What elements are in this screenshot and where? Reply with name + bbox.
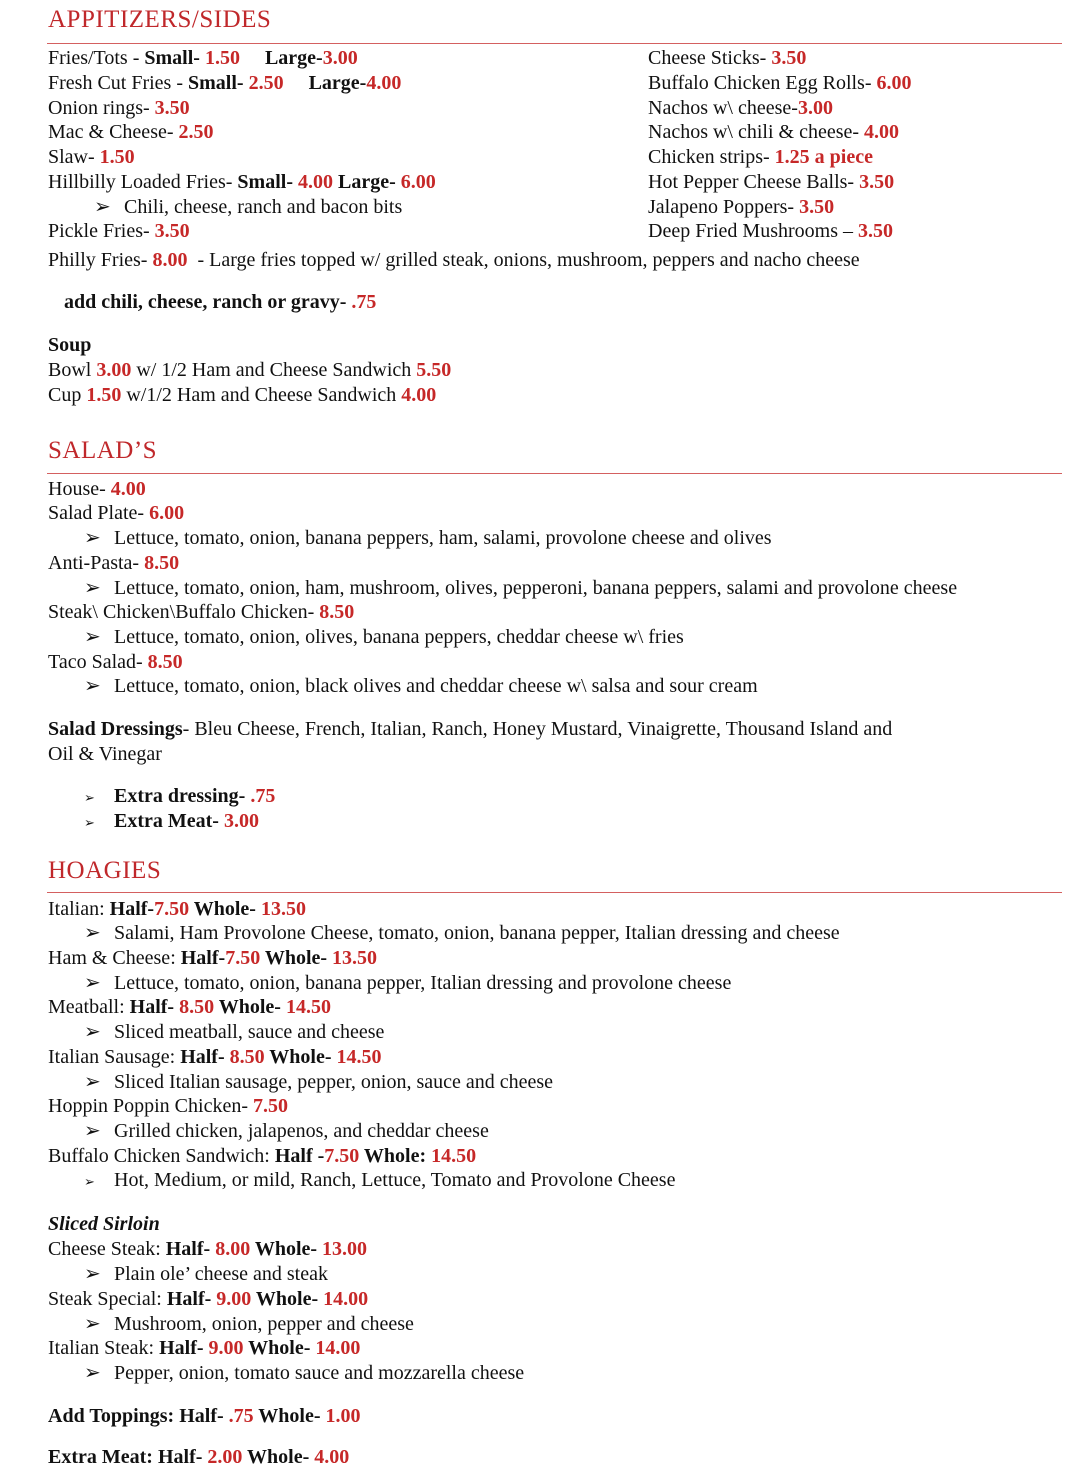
- menu-text: Extra dressing-: [114, 785, 251, 807]
- price: 14.00: [315, 1337, 361, 1359]
- appetizers-menu-line: [48, 358, 451, 382]
- hoagies-menu-line: [84, 1119, 489, 1143]
- menu-text: Small-: [188, 72, 249, 94]
- arrow-bullet-icon: ➢: [84, 972, 101, 994]
- menu-text: Meatball:: [48, 996, 130, 1018]
- salads-menu-line: [84, 674, 758, 698]
- menu-text: Whole-: [242, 1446, 315, 1468]
- appetizers-menu-line: [648, 195, 834, 219]
- appetizers-menu-line: [648, 120, 899, 144]
- price: 8.00: [152, 249, 188, 271]
- menu-text: Chicken strips-: [648, 146, 775, 168]
- menu-text: Steak Special:: [48, 1288, 167, 1310]
- price: 7.50: [253, 1095, 288, 1117]
- menu-text: w/1/2 Ham and Cheese Sandwich: [121, 384, 402, 406]
- salads-menu-line: [48, 551, 179, 575]
- menu-text: Half-: [180, 947, 226, 969]
- salads-menu-line: [48, 501, 184, 525]
- menu-text: Half-: [180, 1046, 230, 1068]
- price: 7.50: [324, 1145, 360, 1167]
- appetizers-menu-line: [48, 120, 214, 144]
- price: 1.50: [99, 146, 135, 168]
- arrow-bullet-icon: ➢: [84, 527, 101, 549]
- menu-text: Whole-: [214, 996, 286, 1018]
- arrow-bullet-icon: ➢: [84, 1313, 101, 1335]
- price: 8.50: [144, 552, 180, 574]
- menu-text: [284, 72, 309, 94]
- price: 8.00: [215, 1238, 251, 1260]
- menu-text: Fresh Cut Fries -: [48, 72, 188, 94]
- hoagies-menu-line: [48, 946, 377, 970]
- price: 4.00: [314, 1446, 350, 1468]
- price: 14.50: [431, 1145, 477, 1167]
- menu-text: Add Toppings: Half-: [48, 1405, 229, 1427]
- menu-text: w/ 1/2 Ham and Cheese Sandwich: [131, 359, 417, 381]
- menu-text: Pickle Fries-: [48, 220, 155, 242]
- menu-text: Whole-: [251, 1288, 324, 1310]
- menu-text: Cheese Sticks-: [648, 47, 772, 69]
- salads-menu-line: [84, 784, 275, 810]
- section-title-hoagies: HOAGIES: [48, 857, 162, 884]
- hoagies-menu-line: [48, 1404, 361, 1428]
- menu-text: Onion rings-: [48, 97, 155, 119]
- hoagies-menu-line: [84, 1361, 524, 1385]
- appetizers-menu-line: [648, 145, 873, 169]
- menu-text: Extra Meat-: [114, 810, 224, 832]
- appetizers-menu-line: [94, 195, 402, 219]
- price: 8.50: [319, 601, 355, 623]
- menu-text: Lettuce, tomato, onion, banana pepper, Italian dressing and provolone cheese: [114, 972, 732, 994]
- price: 3.50: [154, 220, 190, 242]
- price: .75: [250, 785, 276, 807]
- menu-text: Fries/Tots -: [48, 47, 145, 69]
- menu-text: Sliced meatball, sauce and cheese: [114, 1021, 385, 1043]
- salads-menu-line: [48, 650, 183, 674]
- price: 13.50: [332, 947, 378, 969]
- menu-text: Half -: [274, 1145, 325, 1167]
- arrow-bullet-icon: ➢: [84, 675, 101, 697]
- menu-text: Hot Pepper Cheese Balls-: [648, 171, 860, 193]
- arrow-bullet-icon: ➢: [84, 1071, 101, 1093]
- section-title-salads: SALAD’S: [48, 437, 158, 464]
- price: 3.50: [154, 97, 190, 119]
- menu-text: Half-: [159, 1337, 209, 1359]
- salads-menu-line: [84, 526, 772, 550]
- menu-text: Whole:: [359, 1145, 432, 1167]
- hoagies-menu-line: [84, 1070, 553, 1094]
- price: 8.50: [229, 1046, 265, 1068]
- price: 6.00: [876, 72, 912, 94]
- price: .75: [351, 291, 377, 313]
- price: 1.50: [86, 384, 122, 406]
- menu-text: Hot, Medium, or mild, Ranch, Lettuce, Tomato and Provolone Cheese: [114, 1169, 676, 1191]
- arrow-bullet-icon: ➢: [84, 1263, 101, 1285]
- price: 4.00: [297, 171, 333, 193]
- menu-text: Plain ole’ cheese and steak: [114, 1263, 328, 1285]
- price: 3.00: [322, 47, 358, 69]
- price: 1.00: [325, 1405, 361, 1427]
- price: 14.00: [323, 1288, 369, 1310]
- salads-menu-line: [48, 477, 146, 501]
- price: 5.50: [416, 359, 452, 381]
- menu-text: Italian Steak:: [48, 1337, 160, 1359]
- salads-menu-line: [48, 742, 162, 766]
- menu-text: Italian:: [48, 898, 110, 920]
- price: 14.50: [336, 1046, 382, 1068]
- arrow-bullet-icon: ➢: [84, 1174, 95, 1189]
- price: .75: [228, 1405, 254, 1427]
- appetizers-menu-line: [48, 170, 436, 194]
- salads-menu-line: [84, 625, 684, 649]
- menu-text: add chili, cheese, ranch or gravy-: [64, 291, 352, 313]
- price: 3.00: [797, 97, 833, 119]
- menu-text: Half-: [109, 898, 155, 920]
- menu-text: Sliced Italian sausage, pepper, onion, sauce and cheese: [114, 1071, 554, 1093]
- menu-text: Cheese Steak:: [48, 1238, 166, 1260]
- hoagies-menu-line: [48, 1045, 381, 1069]
- appetizers-menu-line: [64, 290, 376, 314]
- price: 9.00: [208, 1337, 244, 1359]
- menu-text: Large-: [308, 72, 367, 94]
- appetizers-menu-line: [48, 46, 358, 70]
- menu-text: Steak\ Chicken\Buffalo Chicken-: [48, 601, 320, 623]
- menu-text: Nachos w\ cheese-: [648, 97, 798, 119]
- arrow-bullet-icon: ➢: [84, 577, 101, 599]
- arrow-bullet-icon: ➢: [84, 790, 95, 805]
- menu-text: - Large fries topped w/ grilled steak, onions, mushroom, peppers and nacho cheese: [187, 249, 860, 271]
- hoagies-menu-line: [48, 1144, 476, 1168]
- arrow-bullet-icon: ➢: [84, 1362, 101, 1384]
- menu-text: Buffalo Chicken Egg Rolls-: [648, 72, 877, 94]
- arrow-bullet-icon: ➢: [84, 626, 101, 648]
- appetizers-menu-line: [48, 333, 91, 357]
- menu-text: Small-: [144, 47, 205, 69]
- appetizers-menu-line: [48, 383, 436, 407]
- price: 4.00: [864, 121, 900, 143]
- menu-text: Oil & Vinegar: [48, 743, 162, 765]
- section-title-appetizers: APPITIZERS/SIDES: [48, 6, 272, 33]
- salads-menu-line: [48, 600, 354, 624]
- hoagies-menu-line: [48, 995, 331, 1019]
- menu-text: Philly Fries-: [48, 249, 153, 271]
- hoagies-menu-line: [84, 921, 840, 945]
- menu-text: Grilled chicken, jalapenos, and cheddar cheese: [114, 1120, 489, 1142]
- price: 13.00: [322, 1238, 368, 1260]
- menu-text: Large-: [332, 171, 401, 193]
- salads-menu-line: [84, 576, 957, 600]
- arrow-bullet-icon: ➢: [94, 196, 111, 218]
- price: 6.00: [400, 171, 436, 193]
- appetizers-menu-line: [648, 219, 893, 243]
- appetizers-menu-line: [48, 96, 190, 120]
- menu-text: Ham & Cheese:: [48, 947, 181, 969]
- hoagies-menu-line: [84, 1262, 328, 1286]
- menu-text: Whole-: [243, 1337, 316, 1359]
- menu-text: Salad Plate-: [48, 502, 150, 524]
- salads-menu-line: [48, 717, 892, 741]
- menu-text: Lettuce, tomato, onion, ham, mushroom, olives, pepperoni, banana peppers, salami and provolone cheese: [114, 577, 958, 599]
- menu-text: Mushroom, onion, pepper and cheese: [114, 1313, 414, 1335]
- menu-text: Mac & Cheese-: [48, 121, 179, 143]
- price: 7.50: [225, 947, 261, 969]
- menu-text: Lettuce, tomato, onion, banana peppers, ham, salami, provolone cheese and olives: [114, 527, 772, 549]
- appetizers-menu-line: [48, 248, 860, 272]
- menu-text: Anti-Pasta-: [48, 552, 145, 574]
- menu-text: House-: [48, 478, 111, 500]
- price: 2.00: [207, 1446, 243, 1468]
- appetizers-menu-line: [48, 145, 135, 169]
- menu-text: Nachos w\ chili & cheese-: [648, 121, 865, 143]
- price: 8.50: [147, 651, 183, 673]
- price: 6.00: [149, 502, 185, 524]
- menu-text: Chili, cheese, ranch and bacon bits: [124, 196, 403, 218]
- price: 3.50: [799, 196, 835, 218]
- section-divider: [47, 473, 1062, 474]
- hoagies-menu-line: [84, 971, 731, 995]
- appetizers-menu-line: [648, 71, 912, 95]
- menu-text: Large-: [264, 47, 323, 69]
- hoagies-menu-line: [48, 1212, 160, 1236]
- menu-text: Hillbilly Loaded Fries-: [48, 171, 238, 193]
- section-divider: [47, 892, 1062, 893]
- price: 2.50: [248, 72, 284, 94]
- price: 1.50: [204, 47, 240, 69]
- hoagies-menu-line: [84, 1020, 384, 1044]
- hoagies-menu-line: [84, 1168, 675, 1194]
- price: 4.00: [366, 72, 402, 94]
- hoagies-menu-line: [48, 1336, 360, 1360]
- price: 3.50: [771, 47, 807, 69]
- appetizers-menu-line: [48, 71, 401, 95]
- appetizers-menu-line: [648, 46, 806, 70]
- menu-text: Whole-: [189, 898, 261, 920]
- appetizers-menu-line: [648, 170, 894, 194]
- price: 9.00: [216, 1288, 252, 1310]
- menu-text: Whole-: [253, 1405, 326, 1427]
- menu-text: Taco Salad-: [48, 651, 148, 673]
- hoagies-menu-line: [48, 1445, 349, 1469]
- price: 13.50: [260, 898, 306, 920]
- price: 3.50: [857, 220, 893, 242]
- menu-text: Bowl: [48, 359, 97, 381]
- hoagies-menu-line: [48, 1094, 288, 1118]
- hoagies-menu-line: [48, 1287, 368, 1311]
- arrow-bullet-icon: ➢: [84, 1021, 101, 1043]
- arrow-bullet-icon: ➢: [84, 815, 95, 830]
- menu-text: Extra Meat: Half-: [48, 1446, 208, 1468]
- menu-text: Small-: [237, 171, 298, 193]
- hoagies-menu-line: [48, 897, 306, 921]
- menu-text: Buffalo Chicken Sandwich:: [48, 1145, 275, 1167]
- menu-text: Deep Fried Mushrooms –: [648, 220, 858, 242]
- arrow-bullet-icon: ➢: [84, 1120, 101, 1142]
- salads-menu-line: [84, 809, 259, 835]
- appetizers-menu-line: [648, 96, 833, 120]
- price: 14.50: [285, 996, 331, 1018]
- menu-text: Whole-: [250, 1238, 323, 1260]
- menu-text: Hoppin Poppin Chicken-: [48, 1095, 253, 1117]
- menu-text: Salad Dressings: [48, 718, 183, 740]
- price: 1.25 a piece: [774, 146, 873, 168]
- price: 2.50: [178, 121, 214, 143]
- menu-text: Lettuce, tomato, onion, olives, banana peppers, cheddar cheese w\ fries: [114, 626, 684, 648]
- menu-text: Jalapeno Poppers-: [648, 196, 800, 218]
- price: 4.00: [401, 384, 437, 406]
- menu-text: Cup: [48, 384, 87, 406]
- price: 4.00: [110, 478, 146, 500]
- menu-text: Whole-: [260, 947, 333, 969]
- menu-text: Pepper, onion, tomato sauce and mozzarella cheese: [114, 1362, 525, 1384]
- price: 8.50: [179, 996, 215, 1018]
- price: 3.00: [96, 359, 132, 381]
- hoagies-menu-line: [84, 1312, 414, 1336]
- menu-text: Half-: [166, 1288, 217, 1310]
- menu-text: Slaw-: [48, 146, 100, 168]
- appetizers-menu-line: [48, 219, 190, 243]
- menu-text: Soup: [48, 334, 92, 356]
- menu-text: Italian Sausage:: [48, 1046, 181, 1068]
- menu-text: Lettuce, tomato, onion, black olives and cheddar cheese w\ salsa and sour cream: [114, 675, 758, 697]
- section-divider: [47, 43, 1062, 44]
- menu-text: Sliced Sirloin: [48, 1213, 160, 1235]
- arrow-bullet-icon: ➢: [84, 922, 101, 944]
- menu-text: - Bleu Cheese, French, Italian, Ranch, Honey Mustard, Vinaigrette, Thousand Island and: [182, 718, 893, 740]
- price: 3.50: [859, 171, 895, 193]
- menu-text: Half-: [129, 996, 180, 1018]
- price: 3.00: [223, 810, 259, 832]
- menu-text: Half-: [165, 1238, 216, 1260]
- menu-text: Whole-: [264, 1046, 337, 1068]
- hoagies-menu-line: [48, 1237, 367, 1261]
- menu-text: Salami, Ham Provolone Cheese, tomato, onion, banana pepper, Italian dressing and cheese: [114, 922, 840, 944]
- price: 7.50: [154, 898, 190, 920]
- menu-text: [240, 47, 265, 69]
